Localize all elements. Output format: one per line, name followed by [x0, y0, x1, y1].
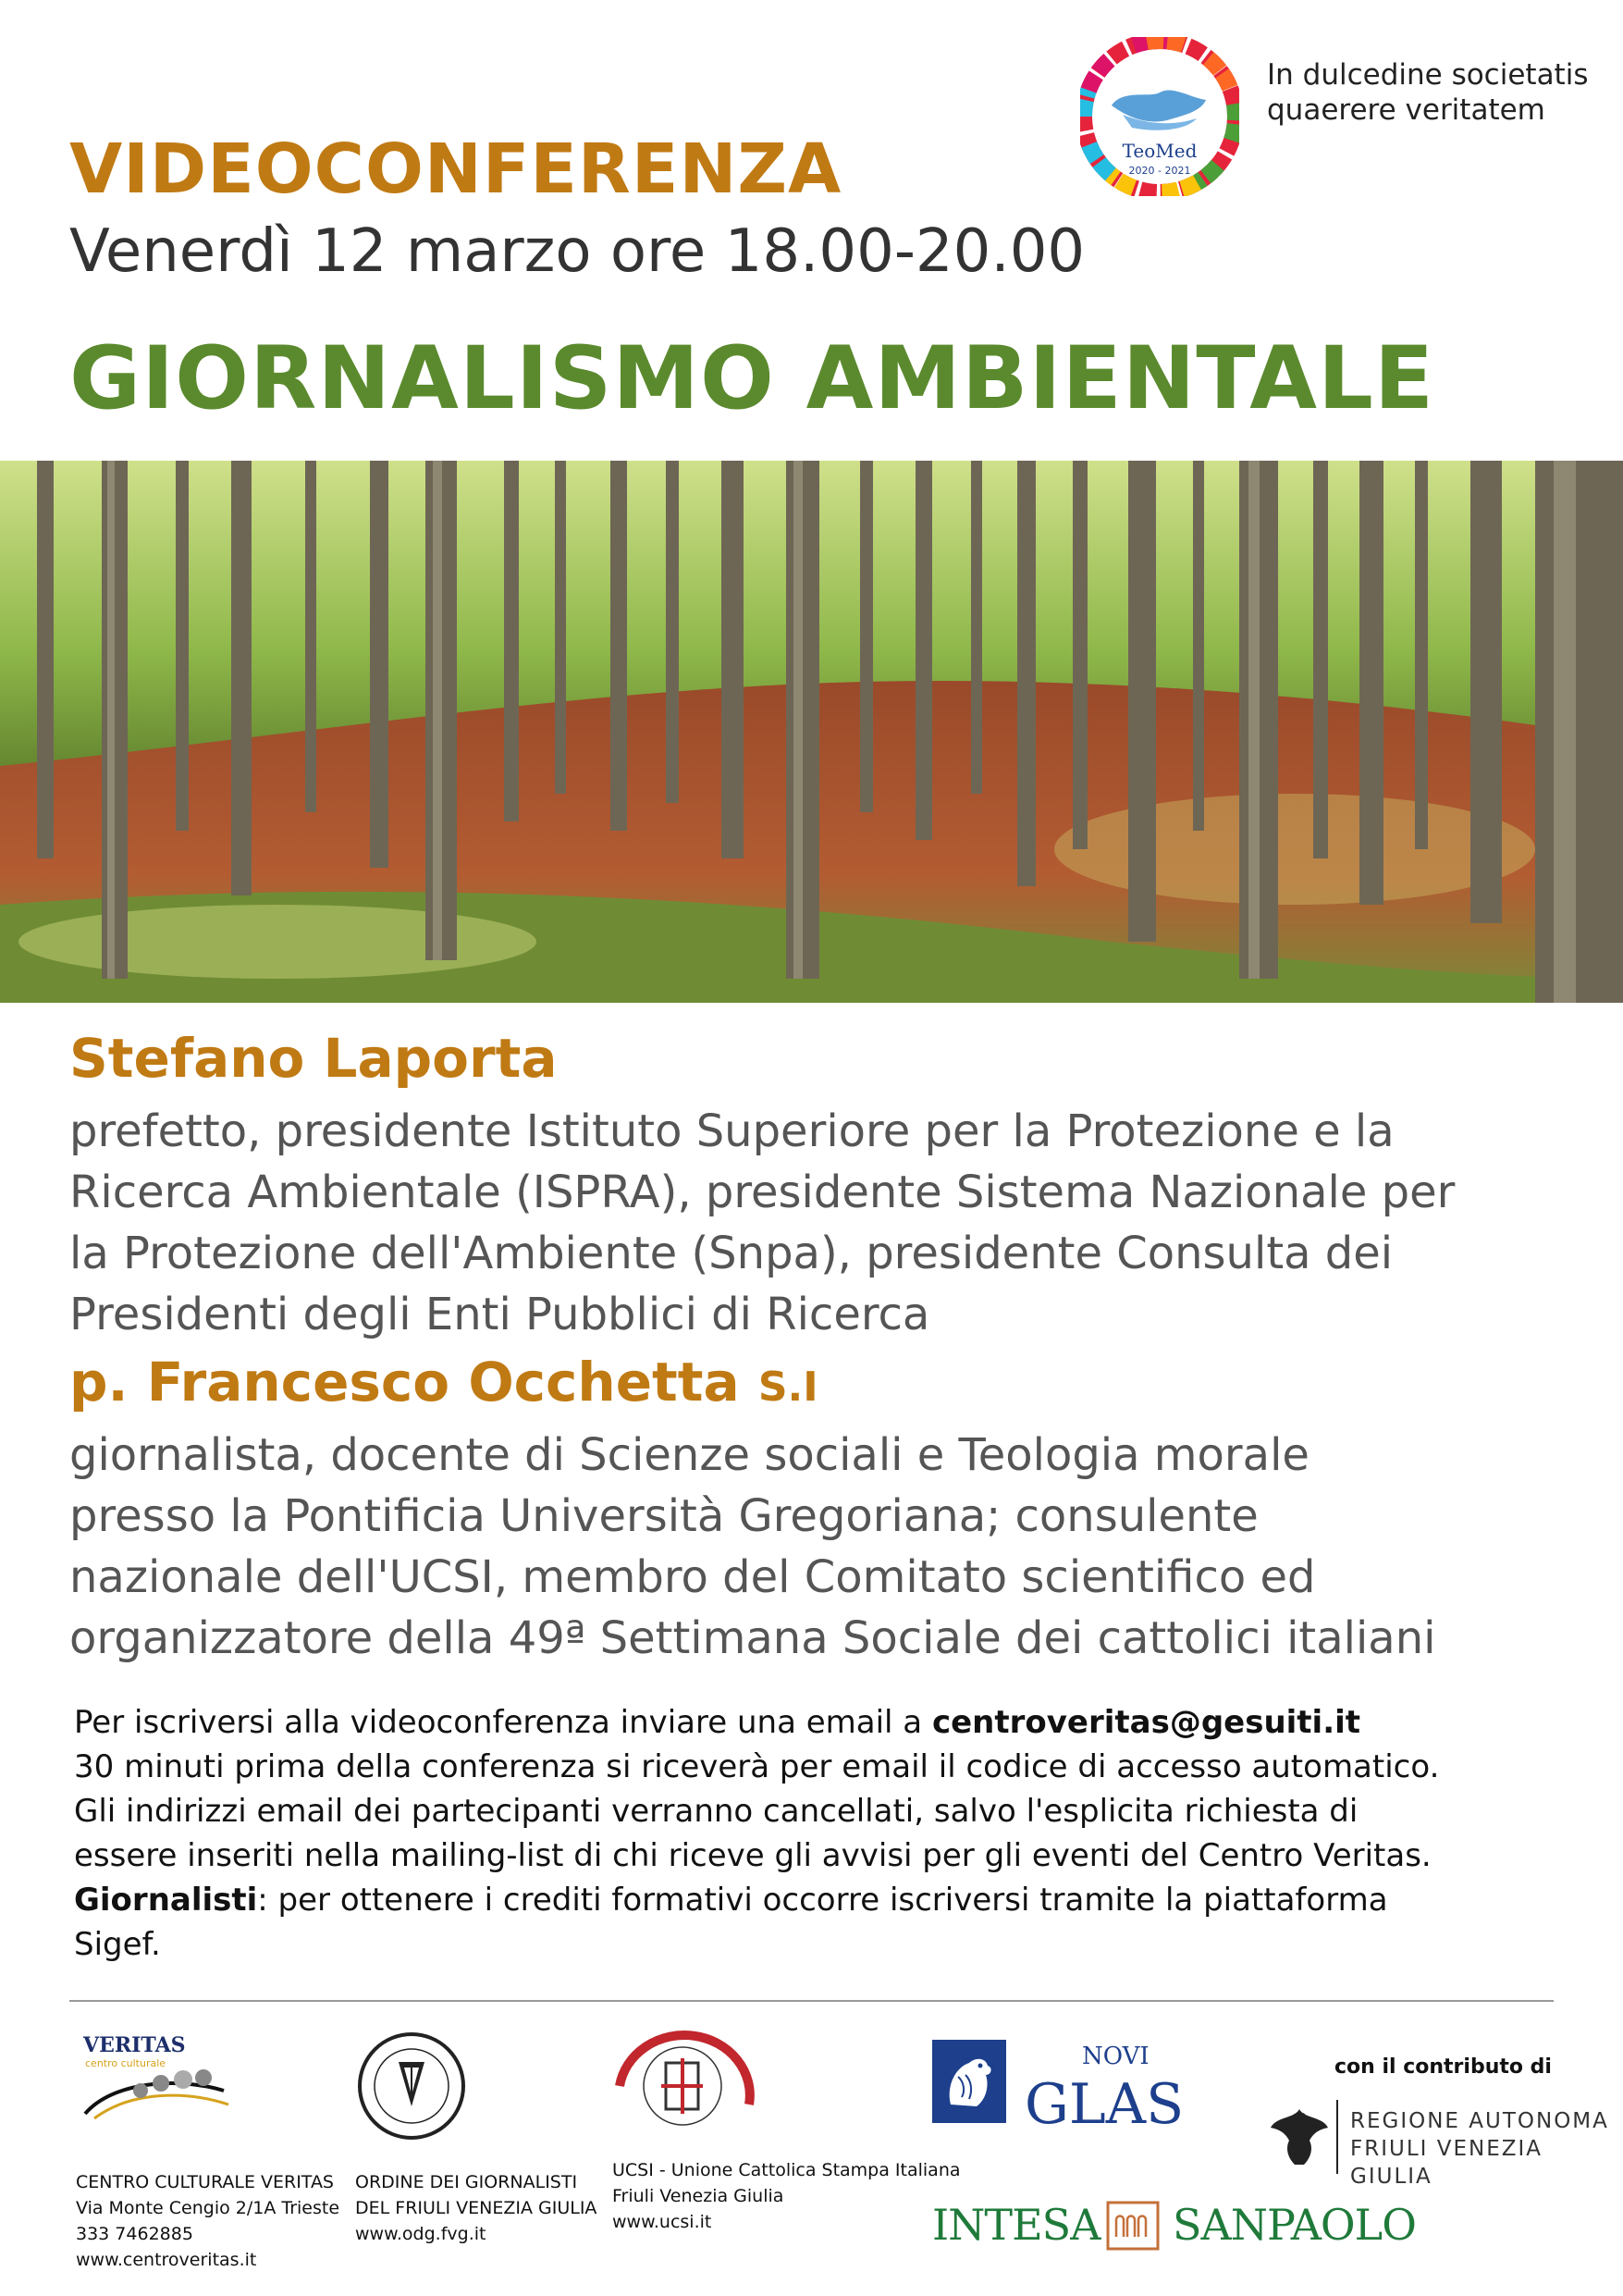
region-eagle-logo: [1267, 2100, 1332, 2174]
contribution-label: con il contributo di: [1334, 2055, 1552, 2079]
teomed-name: TeoMed: [1122, 140, 1198, 162]
motto-line-1: In dulcedine societatis: [1267, 58, 1589, 92]
speaker-2-name: p. Francesco Occhetta: [69, 1351, 740, 1413]
odg-line: ORDINE DEI GIORNALISTI: [355, 2172, 578, 2192]
registration-info: [74, 1700, 1572, 1967]
ucsi-line: UCSI - Unione Cattolica Stampa Italiana: [612, 2160, 961, 2180]
region-line-1: REGIONE AUTONOMA: [1350, 2109, 1609, 2133]
speaker-2-role: [69, 1425, 1586, 1669]
speaker-2-role-line: presso la Pontificia Università Gregoriana; consulente: [69, 1490, 1259, 1542]
journalists-label: Giornalisti: [74, 1882, 258, 1919]
region-name: [1350, 2107, 1623, 2191]
contact-email-link[interactable]: centroveritas@gesuiti.it: [931, 1704, 1361, 1741]
veritas-info: [76, 2169, 339, 2273]
speaker-1-role-line: la Protezione dell'Ambiente (Snpa), presidente Consulta dei: [69, 1228, 1394, 1279]
speaker-2-suffix: S.I: [757, 1364, 818, 1411]
odg-seal-logo: [356, 2031, 467, 2142]
info-line-6: Sigef.: [74, 1926, 161, 1963]
veritas-logo: [76, 2026, 233, 2128]
ucsi-line: Friuli Venezia Giulia: [612, 2186, 784, 2206]
speaker-2-role-line: giornalista, docente di Scienze sociali e Teologia morale: [69, 1429, 1309, 1481]
ucsi-info: [612, 2157, 961, 2235]
info-line-5-text: : per ottenere i crediti formativi occorre iscriversi tramite la piattaforma: [257, 1882, 1388, 1919]
speaker-1-role: [69, 1101, 1586, 1345]
ucsi-logo: [610, 2031, 768, 2142]
motto: [1267, 57, 1588, 128]
speaker-1-role-line: Ricerca Ambientale (ISPRA), presidente Sistema Nazionale per: [69, 1167, 1456, 1218]
info-line-1-text: Per iscriversi alla videoconferenza inviare una email a: [74, 1704, 932, 1741]
teomed-logo: [1080, 37, 1239, 196]
odg-line: DEL FRIULI VENEZIA GIULIA: [355, 2198, 597, 2218]
speaker-1-name: Stefano Laporta: [69, 1027, 558, 1090]
motto-line-2: quaerere veritatem: [1267, 93, 1545, 127]
veritas-line: Via Monte Cengio 2/1A Trieste: [76, 2198, 340, 2218]
info-line-3: Gli indirizzi email dei partecipanti verranno cancellati, salvo l'esplicita richiesta di: [74, 1793, 1359, 1830]
speaker-2-heading: [69, 1351, 818, 1413]
veritas-line: 333 7462885: [76, 2224, 193, 2244]
forest-photo: [0, 461, 1623, 1003]
teomed-years: 2020 - 2021: [1128, 165, 1191, 177]
event-type: VIDEOCONFERENZA: [69, 130, 842, 209]
sanpaolo-text: SANPAOLO: [1173, 2200, 1416, 2250]
speaker-2-role-line: nazionale dell'UCSI, membro del Comitato scientifico ed: [69, 1551, 1316, 1603]
speaker-2-role-line: organizzatore della 49ª Settimana Sociale dei cattolici italiani: [69, 1612, 1436, 1664]
speaker-1-role-line: prefetto, presidente Istituto Superiore per la Protezione e la: [69, 1105, 1395, 1157]
region-divider: [1336, 2100, 1338, 2174]
veritas-logo-subtext: centro culturale: [85, 2057, 166, 2069]
info-line-1: [74, 1700, 1572, 1745]
footer-divider: [69, 2000, 1554, 2002]
info-line-5: [74, 1878, 1572, 1922]
info-line-4: essere inseriti nella mailing-list di chi riceve gli avvisi per gli eventi del Centro Veritas.: [74, 1837, 1432, 1874]
veritas-line: CENTRO CULTURALE VERITAS: [76, 2172, 334, 2192]
intesa-sanpaolo-mark: [1105, 2200, 1161, 2252]
veritas-logo-text: VERITAS: [83, 2033, 186, 2057]
novi-glas-novi: NOVI: [1082, 2043, 1150, 2070]
region-line-2: FRIULI VENEZIA GIULIA: [1350, 2137, 1543, 2189]
veritas-website-link[interactable]: www.centroveritas.it: [76, 2250, 257, 2270]
intesa-text: INTESA: [932, 2200, 1100, 2250]
odg-website-link[interactable]: www.odg.fvg.it: [355, 2224, 486, 2244]
novi-glas-glas: GLAS: [1025, 2072, 1185, 2137]
ucsi-website-link[interactable]: www.ucsi.it: [612, 2212, 712, 2232]
info-line-2: 30 minuti prima della conferenza si riceverà per email il codice di accesso automatico.: [74, 1748, 1440, 1785]
novi-glas-rooster-logo: [932, 2040, 1006, 2123]
speaker-1-role-line: Presidenti degli Enti Pubblici di Ricerca: [69, 1289, 930, 1340]
event-datetime: Venerdì 12 marzo ore 18.00-20.00: [69, 217, 1086, 286]
odg-info: [355, 2169, 596, 2247]
event-title: GIORNALISMO AMBIENTALE: [69, 328, 1435, 429]
